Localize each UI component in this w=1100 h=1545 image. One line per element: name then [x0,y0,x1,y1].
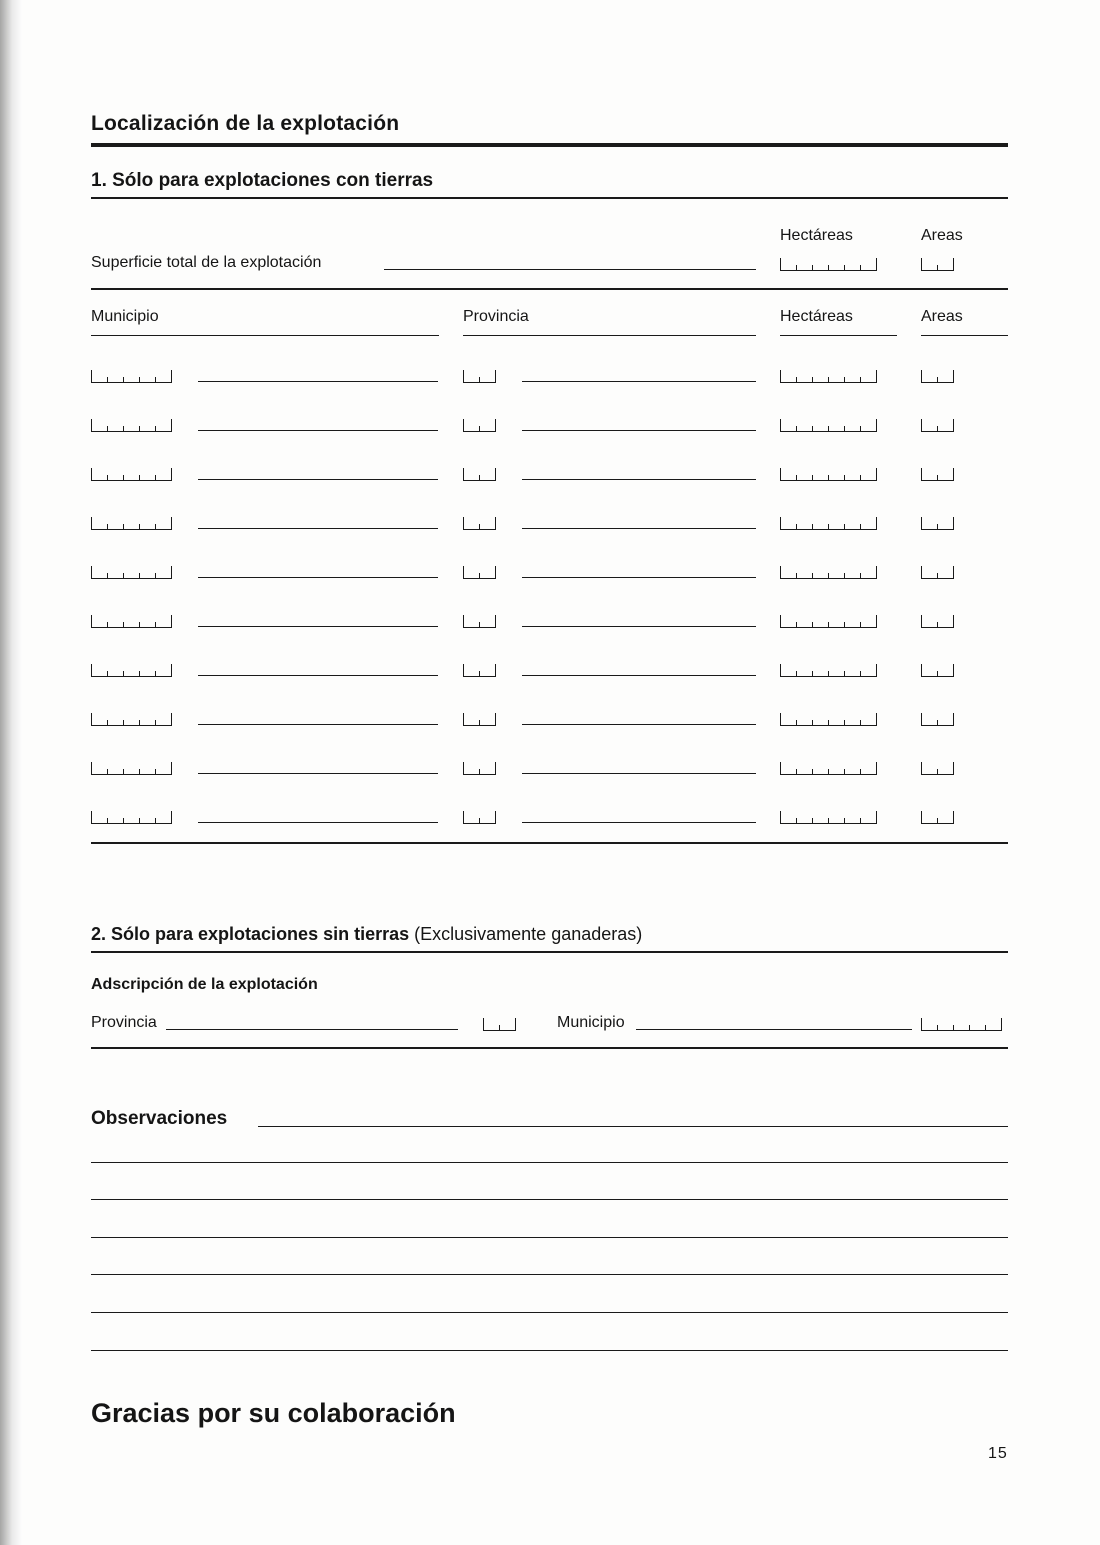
provincia-code-field[interactable] [463,418,496,436]
total-surface-label: Superficie total de la explotación [91,254,322,271]
municipio-name-line[interactable] [198,479,438,480]
observaciones-line-7[interactable] [91,1350,1008,1351]
provincia-name-line[interactable] [522,528,756,529]
municipio-name-line[interactable] [198,724,438,725]
hectareas-field[interactable] [780,565,877,583]
municipio-code-field[interactable] [91,712,172,730]
hectareas-field[interactable] [780,418,877,436]
total-surface-line [384,269,756,270]
section2-title [91,924,642,945]
parcel-row [0,409,1100,439]
provincia-name-line[interactable] [522,822,756,823]
s2-municipio-line [636,1029,912,1030]
areas-field[interactable] [921,761,954,779]
col-municipio-rule [91,335,439,336]
section1-title: 1. Sólo para explotaciones con tierras [91,170,434,191]
areas-field[interactable] [921,565,954,583]
provincia-name-line[interactable] [522,773,756,774]
section1-rule [91,197,1008,199]
s2-provincia-code[interactable] [483,1017,516,1035]
provincia-code-field[interactable] [463,810,496,828]
parcel-row [0,458,1100,488]
observaciones-line-4[interactable] [91,1237,1008,1238]
parcel-row [0,752,1100,782]
col-areas-rule [921,335,1008,336]
hectareas-field[interactable] [780,810,877,828]
municipio-name-line[interactable] [198,626,438,627]
adscripcion-title: Adscripción de la explotación [91,976,318,993]
provincia-name-line[interactable] [522,675,756,676]
municipio-name-line[interactable] [198,430,438,431]
municipio-code-field[interactable] [91,614,172,632]
municipio-code-field[interactable] [91,761,172,779]
parcel-row [0,556,1100,586]
areas-field[interactable] [921,712,954,730]
total-areas-header: Areas [921,227,963,244]
hectareas-field[interactable] [780,467,877,485]
parcel-row [0,360,1100,390]
col-municipio-header: Municipio [91,308,159,325]
parcel-row [0,507,1100,537]
page-number: 15 [988,1445,1008,1462]
provincia-name-line[interactable] [522,479,756,480]
municipio-code-field[interactable] [91,810,172,828]
parcel-row [0,605,1100,635]
section2-rule [91,951,1008,953]
hectareas-field[interactable] [780,663,877,681]
municipio-name-line[interactable] [198,822,438,823]
municipio-code-field[interactable] [91,369,172,387]
section2-bottom-rule [91,1047,1008,1049]
municipio-code-field[interactable] [91,516,172,534]
provincia-code-field[interactable] [463,565,496,583]
observaciones-line-5[interactable] [91,1274,1008,1275]
areas-field[interactable] [921,467,954,485]
provincia-code-field[interactable] [463,516,496,534]
provincia-code-field[interactable] [463,761,496,779]
thanks-message: Gracias por su colaboración [91,1398,456,1428]
section2-title-bold: 2. Sólo para explotaciones sin tierras [91,924,410,944]
observaciones-title: Observaciones [91,1108,228,1129]
parcel-row [0,703,1100,733]
col-provincia-header: Provincia [463,308,529,325]
provincia-name-line[interactable] [522,381,756,382]
provincia-name-line[interactable] [522,430,756,431]
municipio-name-line[interactable] [198,773,438,774]
observaciones-line-6[interactable] [91,1312,1008,1313]
municipio-name-line[interactable] [198,675,438,676]
hectareas-field[interactable] [780,369,877,387]
total-areas-field[interactable] [921,257,954,275]
areas-field[interactable] [921,614,954,632]
hectareas-field[interactable] [780,516,877,534]
hectareas-field[interactable] [780,614,877,632]
municipio-code-field[interactable] [91,663,172,681]
parcel-row [0,801,1100,831]
observaciones-line-2[interactable] [91,1162,1008,1163]
col-hectareas-header: Hectáreas [780,308,853,325]
provincia-code-field[interactable] [463,663,496,681]
municipio-name-line[interactable] [198,381,438,382]
page-title: Localización de la explotación [91,112,400,135]
provincia-name-line[interactable] [522,626,756,627]
municipio-code-field[interactable] [91,418,172,436]
areas-field[interactable] [921,663,954,681]
total-hectareas-field[interactable] [780,257,877,275]
s2-provincia-line [166,1029,458,1030]
observaciones-line-3[interactable] [91,1199,1008,1200]
hectareas-field[interactable] [780,761,877,779]
s2-municipio-label: Municipio [557,1014,625,1031]
total-hectareas-header: Hectáreas [780,227,853,244]
provincia-code-field[interactable] [463,614,496,632]
provincia-name-line[interactable] [522,724,756,725]
total-surface-rule [91,288,1008,290]
areas-field[interactable] [921,369,954,387]
hectareas-field[interactable] [780,712,877,730]
areas-field[interactable] [921,810,954,828]
municipio-name-line[interactable] [198,577,438,578]
municipio-code-field[interactable] [91,565,172,583]
provincia-code-field[interactable] [463,369,496,387]
s2-municipio-code[interactable] [921,1017,1002,1035]
section1-bottom-rule [91,842,1008,844]
section2-title-normal: (Exclusivamente ganaderas) [414,924,643,944]
col-areas-header: Areas [921,308,963,325]
municipio-name-line[interactable] [198,528,438,529]
observaciones-line-1[interactable] [258,1126,1008,1127]
municipio-code-field[interactable] [91,467,172,485]
parcel-row [0,654,1100,684]
areas-field[interactable] [921,516,954,534]
provincia-code-field[interactable] [463,712,496,730]
col-hectareas-rule [780,335,897,336]
provincia-code-field[interactable] [463,467,496,485]
col-provincia-rule [463,335,756,336]
s2-provincia-label: Provincia [91,1014,157,1031]
provincia-name-line[interactable] [522,577,756,578]
title-rule [91,143,1008,147]
areas-field[interactable] [921,418,954,436]
